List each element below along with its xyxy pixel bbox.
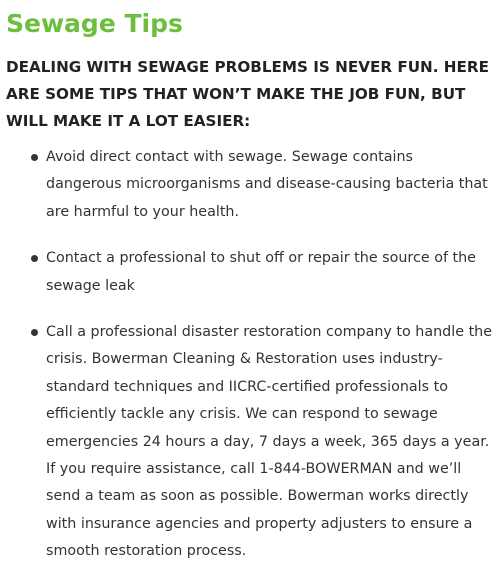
page-title: Sewage Tips	[6, 9, 183, 38]
tip-text: Contact a professional to shut off or repair the source of the sewage leak	[46, 250, 476, 294]
list-item	[0, 319, 493, 566]
list-item	[0, 144, 493, 226]
bullet-icon	[31, 329, 38, 336]
tip-text: Call a professional disaster restoration company to handle the crisis. Bowerman Cleaning & Restoration uses industry-standard techniques and IICRC-certified professionals to efficiently tackle any crisis. We can respond to sewage emergencies 24 hours a day, 7 days a week, 365 days a year. If you require assistance, call 1-844-BOWERMAN and we’ll send a team as soon as possible. Bowerman works directly with insurance agencies and property adjusters to ensure a smooth restoration process.	[46, 324, 493, 560]
tip-text: Avoid direct contact with sewage. Sewage contains dangerous microorganisms and disease-causing bacteria that are harmful to your health.	[46, 149, 488, 220]
list-item	[0, 245, 493, 300]
tips-list	[0, 144, 493, 585]
bullet-icon	[31, 154, 38, 161]
intro-text: DEALING WITH SEWAGE PROBLEMS IS NEVER FUN. HERE ARE SOME TIPS THAT WON’T MAKE THE JOB FUN, BUT WILL MAKE IT A LOT EASIER:	[6, 58, 489, 130]
bullet-icon	[31, 255, 38, 262]
